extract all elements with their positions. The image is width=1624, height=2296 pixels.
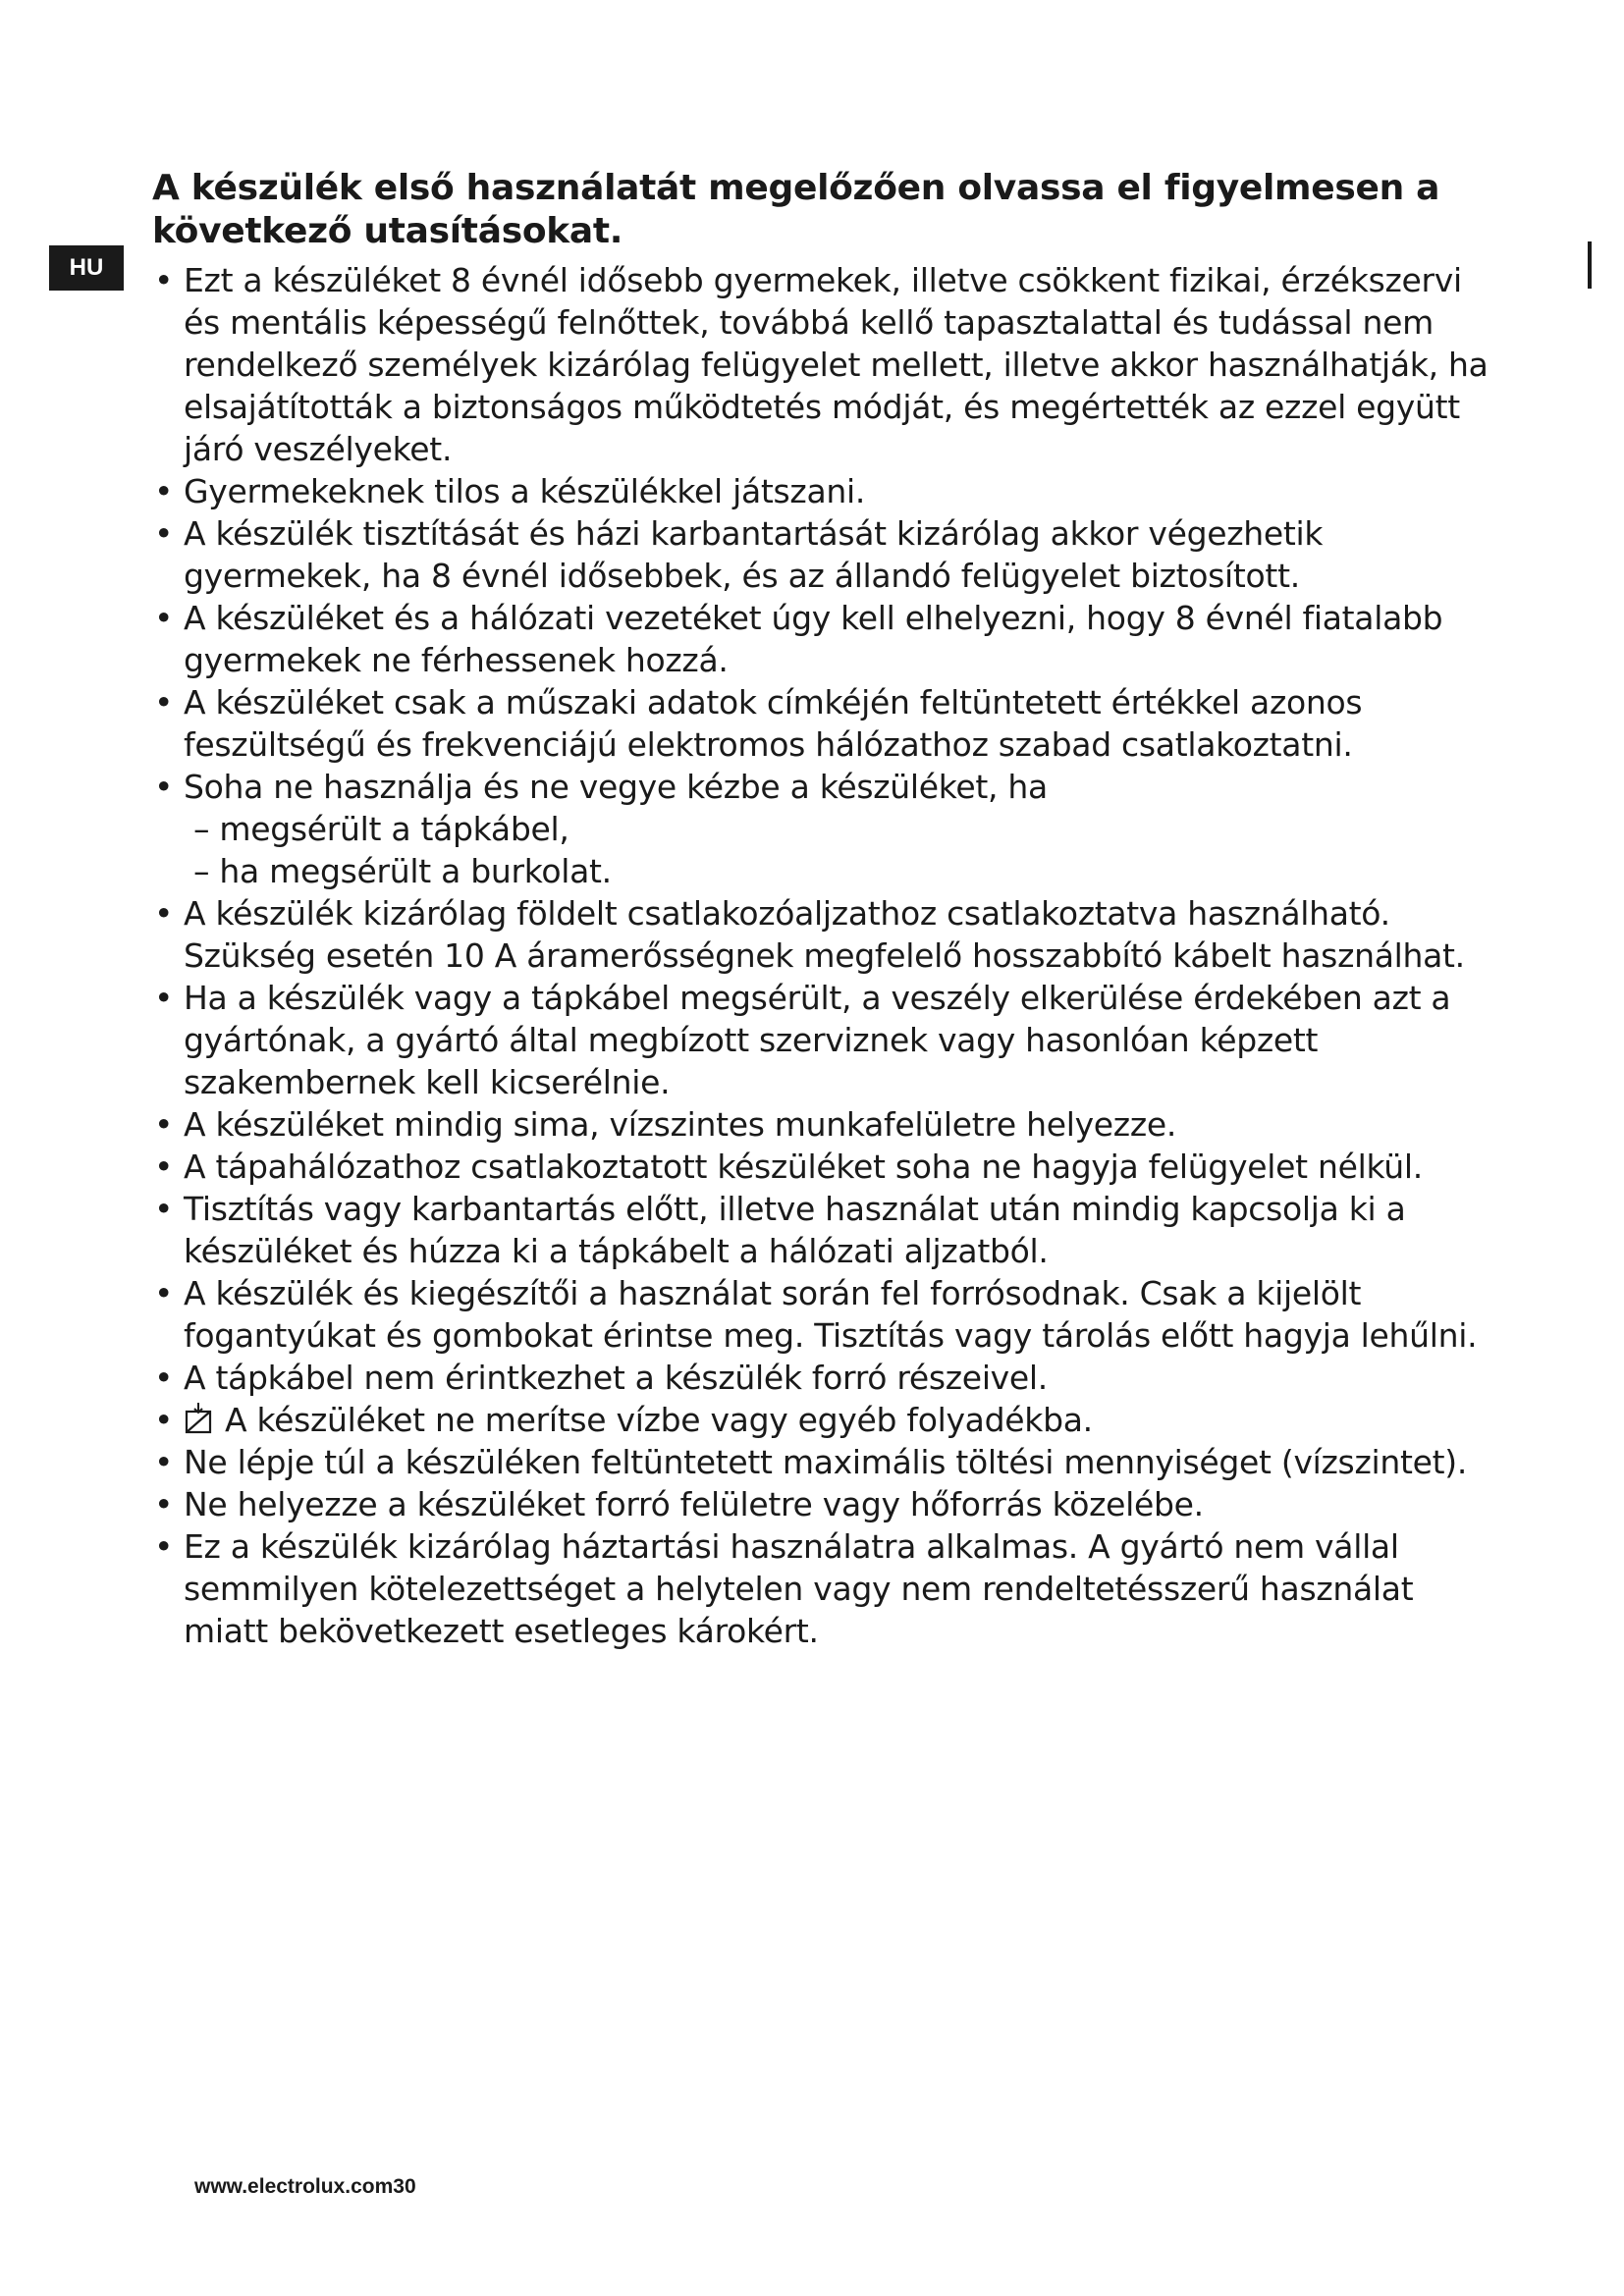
list-item: • A tápkábel nem érintkezhet a készülék forró részeivel. — [154, 1359, 1048, 1397]
warning-list — [152, 259, 1507, 1652]
list-item: • Tisztítás vagy karbantartás előtt, illetve használat után mindig kapcsolja ki a készüléket és húzza ki a tápkábelt a hálózati aljzatból. — [154, 1190, 1406, 1270]
sub-item: – megsérült a tápkábel, — [193, 810, 569, 848]
sub-item: – ha megsérült a burkolat. — [193, 852, 612, 890]
list-item: • A készüléket és a hálózati vezetéket úgy kell elhelyezni, hogy 8 évnél fiatalabb gyermekek ne férhessenek hozzá. — [154, 599, 1443, 679]
list-item: • A tápahálózathoz csatlakoztatott készüléket soha ne hagyja felügyelet nélkül. — [154, 1148, 1423, 1186]
list-item: • A készülék tisztítását és házi karbantartását kizárólag akkor végezhetik gyermekek, ha 8 évnél idősebbek, és az állandó felügyelet biztosított. — [154, 514, 1324, 595]
do-not-immerse-icon — [184, 1402, 219, 1435]
page-title: A készülék első használatát megelőzően olvassa el figyelmesen a következő utasításokat. — [152, 168, 1440, 251]
list-item: • Ne helyezze a készüléket forró felületre vagy hőforrás közelébe. — [154, 1485, 1204, 1523]
list-item: • A készülék kizárólag földelt csatlakozóaljzathoz csatlakoztatva használható. Szükség esetén 10 A áramerősségnek megfelelő hosszabbító kábelt használhat. — [154, 894, 1465, 975]
footer-url: www.electrolux.com30 — [194, 2175, 416, 2198]
list-item: • A készülék és kiegészítői a használat során fel forrósodnak. Csak a kijelölt fogantyúkat és gombokat érintse meg. Tisztítás vagy tárolás előtt hagyja lehűlni. — [154, 1274, 1478, 1355]
list-item: • Ez a készülék kizárólag háztartási használatra alkalmas. A gyártó nem vállal semmilyen kötelezettséget a helytelen vagy nem rendeltetésszerű használat miatt bekövetkezett esetleges károkért. — [154, 1527, 1414, 1650]
list-item: • A készüléket csak a műszaki adatok címkéjén feltüntetett értékkel azonos feszültségű és frekvenciájú elektromos hálózathoz szabad csatlakoztatni. — [154, 683, 1363, 764]
safety-instructions — [152, 167, 1507, 1652]
list-item: • Ezt a készüléket 8 évnél idősebb gyermekek, illetve csökkent fizikai, érzékszervi és mentális képességű felnőttek, továbbá kellő tapasztalattal és tudással nem rendelkező személyek kizárólag felügyelet mellett, illetve akkor használhatják, ha elsajátították a biztonságos működtetés módját, és megértették az ezzel együtt járó veszélyeket. — [154, 261, 1489, 468]
list-item: • Soha ne használja és ne vegye kézbe a készüléket, ha – megsérült a tápkábel, – ha megsérült a burkolat. — [152, 766, 1507, 892]
list-item: • A készüléket mindig sima, vízszintes munkafelületre helyezze. — [154, 1105, 1177, 1144]
page-margin-rule — [1588, 241, 1592, 289]
list-item: • Ne lépje túl a készüléken feltüntetett maximális töltési mennyiséget (vízszintet). — [154, 1443, 1468, 1481]
list-item: • A készüléket ne merítse vízbe vagy egyéb folyadékba. — [154, 1401, 1093, 1439]
list-item: • Gyermekeknek tilos a készülékkel játszani. — [154, 472, 866, 510]
language-tab: HU — [49, 245, 124, 291]
list-item: • Ha a készülék vagy a tápkábel megsérült, a veszély elkerülése érdekében azt a gyártónak, a gyártó által megbízott szerviznek vagy hasonlóan képzett szakembernek kell kicserélnie. — [154, 979, 1451, 1101]
